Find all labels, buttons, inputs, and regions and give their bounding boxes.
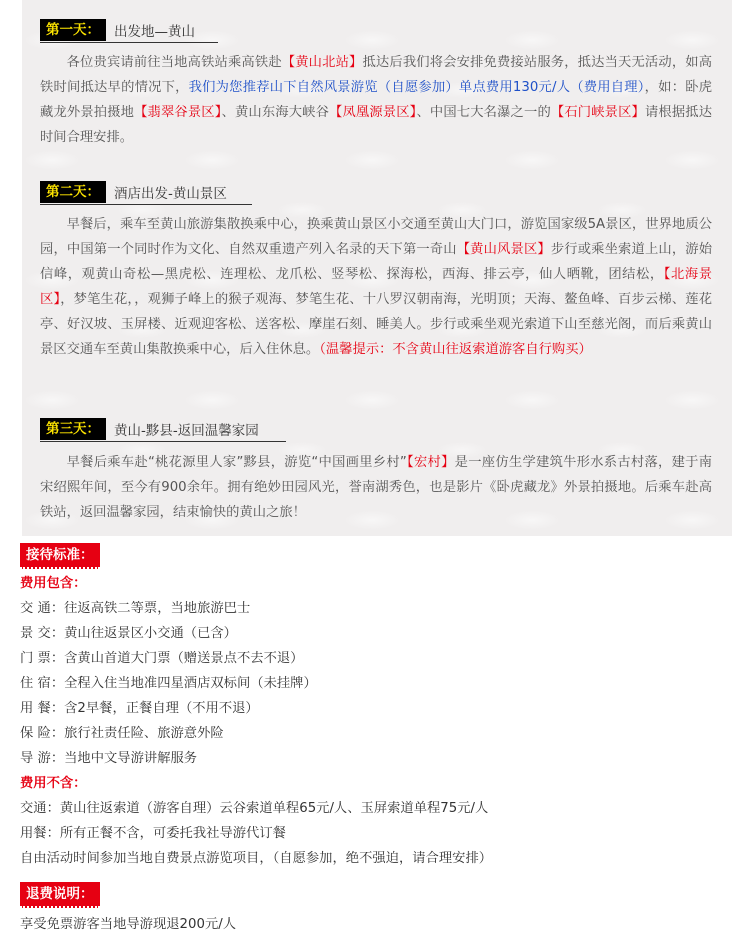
day1-text-6: 请根据抵达时间合理安排。 bbox=[40, 105, 713, 145]
day1-recommendation: 我们为您推荐山下自然风景游览（自愿参加）单点费用130元/人（费用自理） bbox=[188, 80, 645, 95]
day2-text-2: 步行或乘坐索道上山，游始信峰，观黄山奇松—黑虎松、连理松、龙爪松、竖琴松、探海松，西海、排云亭，仙人晒靴，团结松， bbox=[40, 242, 713, 282]
day3-title: 黄山-黟县-返回温馨家园 bbox=[114, 423, 259, 439]
day1-text bbox=[40, 50, 712, 150]
day2-tip: （温馨提示：不含黄山往返索道游客自行购买） bbox=[319, 342, 592, 357]
day3-badge: 第三天： bbox=[40, 418, 106, 440]
standard-badge: 接待标准： bbox=[20, 543, 100, 569]
day1-highlight-feicui: 【翡翠谷景区】 bbox=[134, 105, 222, 120]
excluded-item: 自由活动时间参加当地自费景点游览项目，（自愿参加，绝不强迫，请合理安排） bbox=[20, 851, 493, 866]
included-item: 交 通：往返高铁二等票，当地旅游巴士 bbox=[20, 601, 251, 616]
day1-highlight-fenghuang: 【凤凰源景区】 bbox=[329, 105, 417, 120]
day2-highlight-beihai: 【北海景区】 bbox=[40, 267, 712, 307]
refund-item: 享受免票游客当地导游现退200元/人 bbox=[20, 917, 237, 932]
day2-text bbox=[40, 212, 712, 362]
day2-text-3: ，梦笔生花，，观狮子峰上的猴子观海、梦笔生花、十八罗汉朝南海，光明顶；天海、鳌鱼峰、百步云梯、莲花亭、好汉坡、玉屏楼、近观迎客松、送客松、摩崖石刻、睡美人。步行或乘坐观光索道下山至慈光阁，而后乘黄山景区交通车至黄山集散换乘中心，后入住休息。 bbox=[40, 292, 712, 357]
excluded-item: 交通：黄山往返索道（游客自理）云谷索道单程65元/人、玉屏索道单程75元/人 bbox=[20, 801, 489, 816]
day1-badge: 第一天： bbox=[40, 19, 106, 41]
day1-title: 出发地—黄山 bbox=[114, 24, 195, 40]
day1-text-3: ，如：卧虎藏龙外景拍摄地 bbox=[40, 80, 713, 120]
included-item: 导 游：当地中文导游讲解服务 bbox=[20, 751, 198, 766]
day1-highlight-station: 【黄山北站】 bbox=[281, 55, 363, 70]
day3-underline bbox=[40, 441, 286, 442]
included-item: 门 票：含黄山首道大门票（赠送景点不去不退） bbox=[20, 651, 304, 666]
day2-title: 酒店出发-黄山景区 bbox=[114, 186, 227, 202]
refund-badge: 退费说明： bbox=[20, 882, 100, 908]
day1-text-4: 、黄山东海大峡谷 bbox=[221, 105, 330, 120]
included-item: 景 交：黄山往返景区小交通（已含） bbox=[20, 626, 237, 641]
included-label: 费用包含： bbox=[20, 576, 87, 591]
included-item: 住 宿：全程入住当地准四星酒店双标间（未挂牌） bbox=[20, 676, 317, 691]
day3-text-2: 是一座仿生学建筑牛形水系古村落，建于南宋绍熙年间，至今有900余年。拥有绝妙田园风光，誉南湖秀色，也是影片《卧虎藏龙》外景拍摄地。后乘车赴高铁站，返回温馨家园，结束愉快的黄山之旅！ bbox=[40, 455, 713, 520]
day1-highlight-shimen: 【石门峡景区】 bbox=[550, 105, 645, 120]
excluded-item: 用餐：所有正餐不含，可委托我社导游代订餐 bbox=[20, 826, 286, 841]
included-item: 用 餐：含2早餐，正餐自理（不用不退） bbox=[20, 701, 259, 716]
day1-header bbox=[40, 19, 195, 41]
day1-text-2: 抵达后我们将会安排免费接站服务，抵达当天无活动，如高铁时间抵达早的情况下， bbox=[40, 55, 713, 95]
day1-text-5: 、中国七大名瀑之一的 bbox=[416, 105, 551, 120]
day3-text-1: 早餐后乘车赴“桃花源里人家”黟县，游览“中国画里乡村” bbox=[66, 455, 407, 470]
day2-underline bbox=[40, 204, 252, 205]
day2-badge: 第二天： bbox=[40, 181, 106, 203]
day1-text-1: 各位贵宾请前往当地高铁站乘高铁赴 bbox=[66, 55, 282, 70]
day3-header bbox=[40, 418, 259, 440]
day1-underline bbox=[40, 42, 218, 43]
excluded-label: 费用不含： bbox=[20, 776, 87, 791]
itinerary-panel bbox=[22, 0, 732, 536]
day3-highlight-hongcun: 【宏村】 bbox=[406, 455, 455, 470]
day2-header bbox=[40, 181, 227, 203]
day2-text-1: 早餐后，乘车至黄山旅游集散换乘中心，换乘黄山景区小交通至黄山大门口，游览国家级5A景区，世界地质公园，中国第一个同时作为文化、自然双重遗产列入名录的天下第一奇山 bbox=[40, 217, 712, 257]
day2-highlight-huangshan: 【黄山风景区】 bbox=[456, 242, 551, 257]
day3-text bbox=[40, 450, 712, 525]
included-item: 保 险：旅行社责任险、旅游意外险 bbox=[20, 726, 224, 741]
